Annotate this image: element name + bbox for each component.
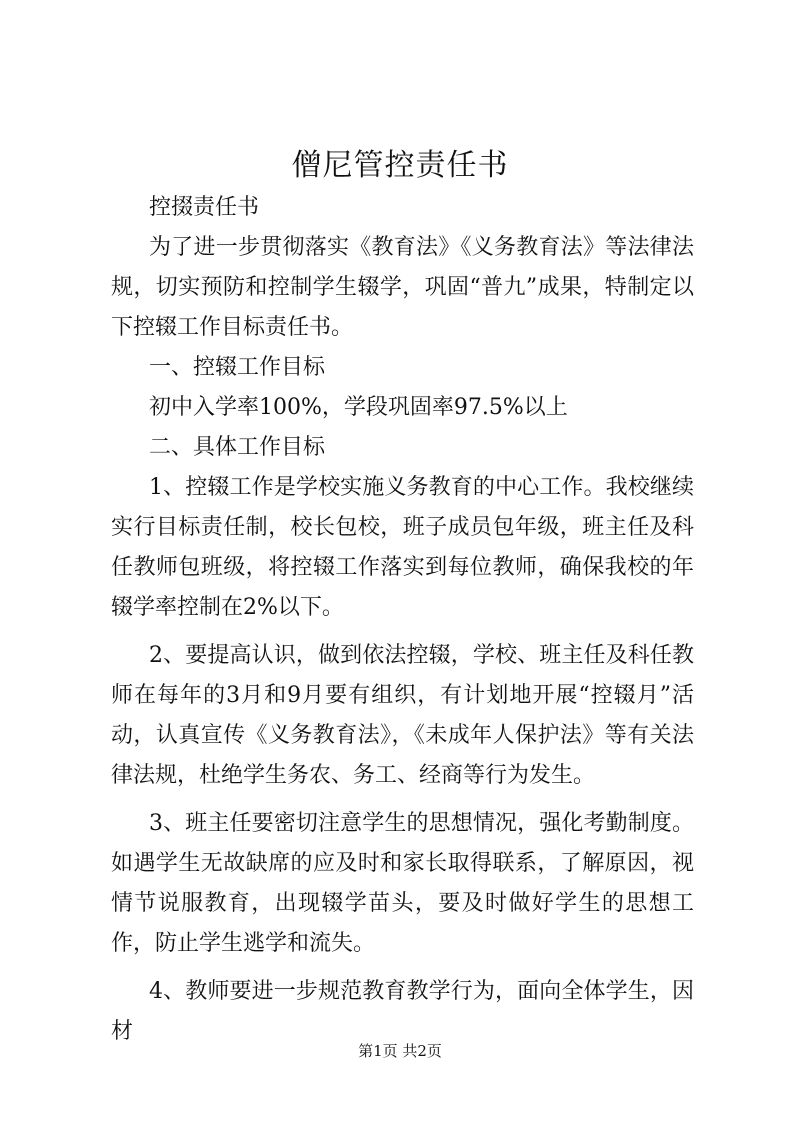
paragraph-item-3: 3、班主任要密切注意学生的思想情况，强化考勤制度。如遇学生无故缺席的应及时和家长取得联系，了解原因，视情节说服教育，出现辍学苗头，要及时做好学生的思想工作，防止学生逃学和流失。: [111, 811, 694, 956]
paragraph-item-2: 2、要提高认识，做到依法控辍，学校、班主任及科任教师在每年的3月和9月要有组织，有计划地开展“控辍月”活动，认真宣传《义务教育法》，《未成年人保护法》等有关法律法规，杜绝学生务农、务工、经商等行为发生。: [111, 643, 694, 788]
document-title: 僧尼管控责任书: [291, 148, 509, 183]
paragraph-item-4: 4、教师要进一步规范教育教学行为，面向全体学生，因材: [111, 979, 694, 1044]
paragraph-intro: 为了进一步贯彻落实《教育法》《义务教育法》等法律法规，切实预防和控制学生辍学，巩固“普九”成果，特制定以下控辍工作目标责任书。: [111, 235, 694, 340]
paragraph-target-rates: 初中入学率100%，学段巩固率97.5%以上: [149, 395, 568, 420]
page-footer: 第1页 共2页: [358, 1042, 442, 1060]
paragraph-heading-2: 二、具体工作目标: [149, 435, 326, 460]
paragraph-subtitle: 控掇责任书: [149, 195, 260, 220]
document-body: [111, 188, 694, 1052]
paragraph-item-1: 1、控辍工作是学校实施义务教育的中心工作。我校继续实行目标责任制，校长包校，班子成员包年级，班主任及科任教师包班级，将控辍工作落实到每位教师，确保我校的年辍学率控制在2%以下。: [111, 475, 694, 620]
paragraph-heading-1: 一、控辍工作目标: [149, 355, 326, 380]
